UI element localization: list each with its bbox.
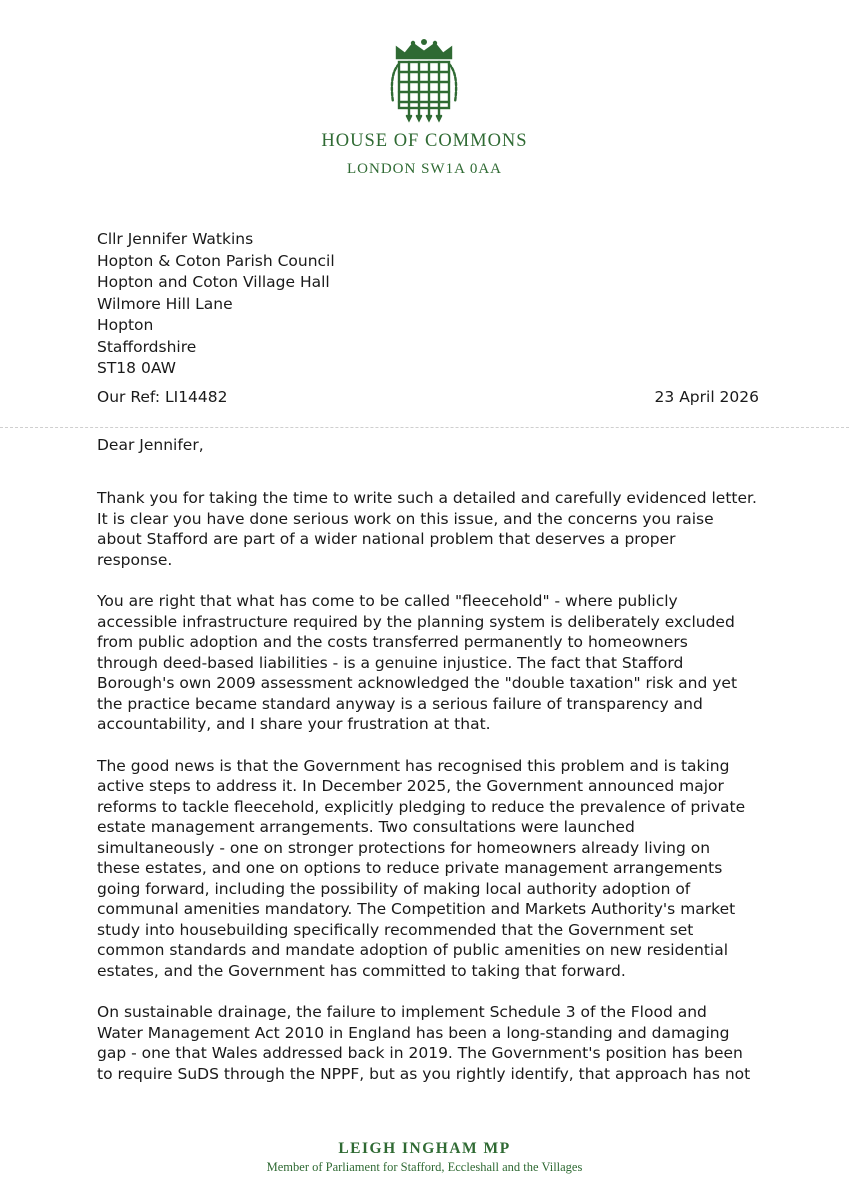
- recipient-address: [97, 229, 335, 380]
- body-line: estates, and the Government has committed to taking that forward.: [97, 961, 626, 980]
- paragraph: [97, 591, 777, 735]
- recipient-line: ST18 0AW: [97, 359, 176, 377]
- body-line: communal amenities mandatory. The Competition and Markets Authority's market: [97, 900, 736, 918]
- body-line: accountability, and I share your frustration at that.: [97, 715, 491, 733]
- body-line: It is clear you have done serious work on this issue, and the concerns you raise: [97, 509, 714, 528]
- recipient-line: Wilmore Hill Lane: [97, 294, 233, 313]
- recipient-line: Cllr Jennifer Watkins: [97, 230, 254, 248]
- recipient-line: Hopton and Coton Village Hall: [97, 273, 330, 291]
- body-line: from public adoption and the costs transferred permanently to homeowners: [97, 633, 688, 651]
- body-line: The good news is that the Government has recognised this problem and is taking: [97, 756, 730, 775]
- paragraph: [97, 488, 777, 570]
- body-line: about Stafford are part of a wider national problem that deserves a proper: [97, 530, 676, 548]
- paragraph: [97, 1002, 777, 1084]
- letter-date: 23 April 2026: [654, 388, 759, 406]
- body-line: going forward, including the possibility of making local authority adoption of: [97, 879, 691, 898]
- body-line: Borough's own 2009 assessment acknowledged the "double taxation" risk and yet: [97, 674, 738, 692]
- body-line: common standards and mandate adoption of public amenities on new residential: [97, 941, 729, 959]
- body-line: study into housebuilding specifically recommended that the Government set: [97, 920, 694, 939]
- recipient-line: Staffordshire: [97, 337, 197, 356]
- body-line: accessible infrastructure required by the planning system is deliberately excluded: [97, 612, 735, 631]
- body-line: active steps to address it. In December 2025, the Government announced major: [97, 777, 724, 795]
- body-line: simultaneously - one on stronger protections for homeowners already living on: [97, 838, 711, 857]
- salutation: Dear Jennifer,: [97, 436, 204, 454]
- letterhead-house: HOUSE OF COMMONS: [321, 131, 528, 151]
- letter-body: [97, 488, 777, 1105]
- letterhead-address: LONDON SW1A 0AA: [347, 161, 502, 177]
- recipient-line: Hopton & Coton Parish Council: [97, 251, 335, 270]
- paragraph: [97, 756, 777, 982]
- body-line: You are right that what has come to be called "fleecehold" - where publicly: [97, 592, 678, 610]
- body-line: the practice became standard anyway is a serious failure of transparency and: [97, 694, 703, 713]
- body-line: response.: [97, 550, 173, 569]
- body-line: Water Management Act 2010 in England has been a long-standing and damaging: [97, 1023, 730, 1042]
- body-line: these estates, and one on options to reduce private management arrangements: [97, 859, 723, 877]
- body-line: through deed-based liabilities - is a genuine injustice. The fact that Stafford: [97, 653, 684, 672]
- fold-line: [0, 427, 849, 428]
- reference: Our Ref: LI14482: [97, 388, 228, 406]
- body-line: On sustainable drainage, the failure to implement Schedule 3 of the Flood and: [97, 1003, 707, 1021]
- body-line: reforms to tackle fleecehold, explicitly pledging to reduce the prevalence of private: [97, 797, 746, 816]
- signature-name: LEIGH INGHAM MP: [338, 1140, 511, 1157]
- signature-role: Member of Parliament for Stafford, Eccleshall and the Villages: [266, 1160, 583, 1174]
- body-line: estate management arrangements. Two consultations were launched: [97, 818, 635, 836]
- body-line: Thank you for taking the time to write such a detailed and carefully evidenced letter.: [97, 489, 757, 507]
- portcullis-icon: [387, 36, 461, 132]
- body-line: to require SuDS through the NPPF, but as you rightly identify, that approach has not: [97, 1064, 751, 1083]
- recipient-line: Hopton: [97, 316, 154, 334]
- body-line: gap - one that Wales addressed back in 2019. The Government's position has been: [97, 1044, 743, 1062]
